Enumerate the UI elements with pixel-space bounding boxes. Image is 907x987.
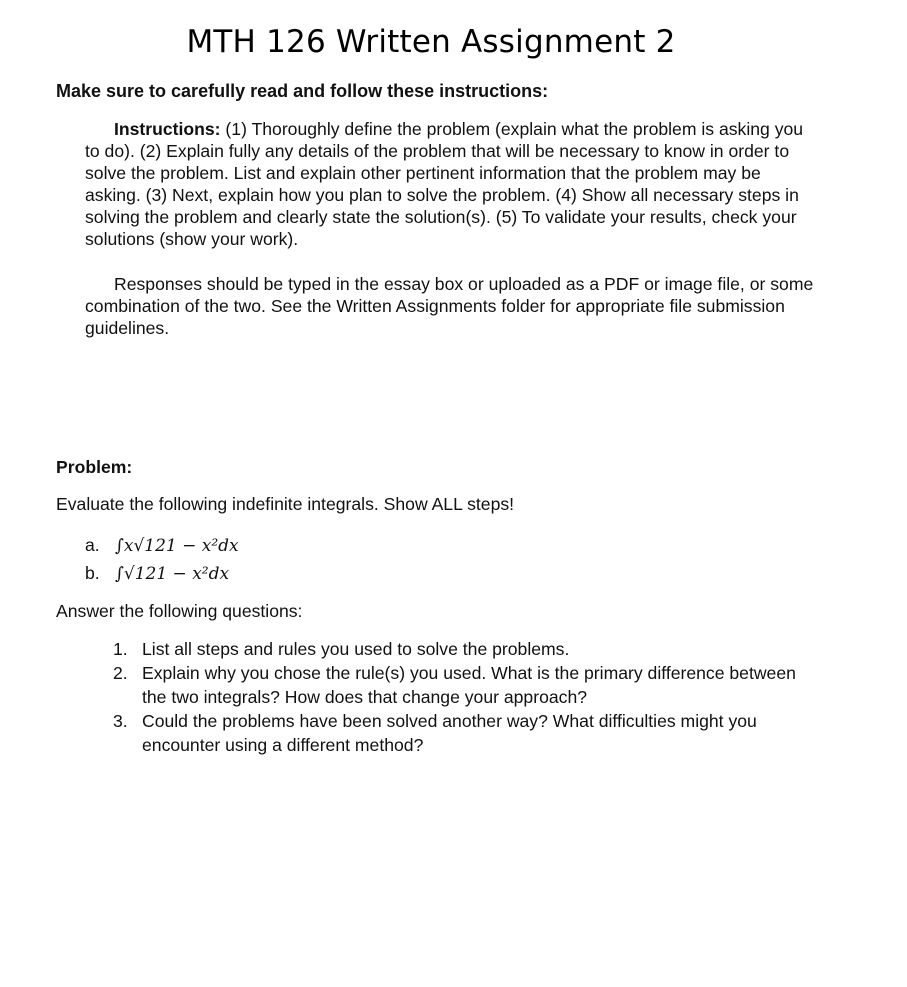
page-title: MTH 126 Written Assignment 2 xyxy=(186,24,676,60)
question-item xyxy=(113,637,813,661)
question-text: List all steps and rules you used to solve the problems. xyxy=(142,639,570,659)
problem-label: Problem: xyxy=(56,457,133,477)
answer-intro: Answer the following questions: xyxy=(56,601,303,621)
instructions-heading: Make sure to carefully read and follow these instructions: xyxy=(56,81,549,101)
problem-text: Evaluate the following indefinite integrals. Show ALL steps! xyxy=(56,494,515,514)
instructions-text: (1) Thoroughly define the problem (explain what the problem is asking you to do). (2) Explain fully any details of the problem that will be necessary to know in order to solve the problem. List and explain other pertinent information that the problem may be asking. (3) Next, explain how you plan to solve the problem. (4) Show all necessary steps in solving the problem and clearly state the solution(s). (5) To validate your results, check your solutions (show your work). xyxy=(85,119,804,249)
question-text: Could the problems have been solved another way? What difficulties might you encounter using a different method? xyxy=(142,711,757,755)
question-number: 3. xyxy=(113,711,128,731)
responses-text: Responses should be typed in the essay box or uploaded as a PDF or image file, or some combination of the two. See the Written Assignments folder for appropriate file submission guidelines. xyxy=(85,274,814,338)
integral-a xyxy=(85,535,239,556)
question-item xyxy=(113,661,813,709)
integral-b-letter: b. xyxy=(85,563,100,583)
question-text: Explain why you chose the rule(s) you used. What is the primary difference between the two integrals? How does that change your approach? xyxy=(142,663,796,707)
integral-a-letter: a. xyxy=(85,535,100,555)
question-number: 1. xyxy=(113,639,128,659)
question-number: 2. xyxy=(113,663,128,683)
integral-b-expression: ∫√121 − x²dx xyxy=(115,564,230,584)
instructions-paragraph xyxy=(85,118,815,250)
integral-b xyxy=(85,563,229,584)
question-list xyxy=(113,637,813,757)
integral-a-expression: ∫x√121 − x²dx xyxy=(115,536,239,556)
instructions-label: Instructions: xyxy=(114,119,221,139)
responses-paragraph xyxy=(85,273,815,339)
question-item xyxy=(113,709,813,757)
